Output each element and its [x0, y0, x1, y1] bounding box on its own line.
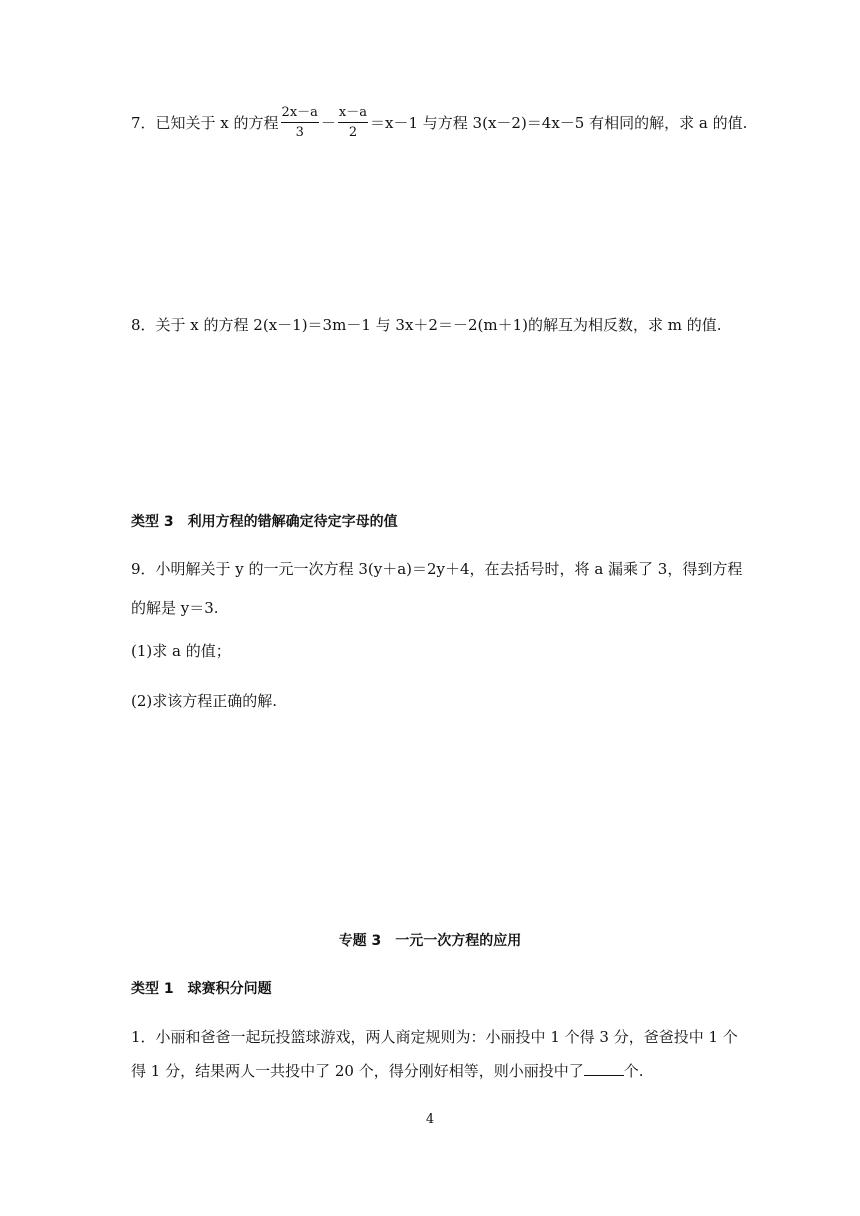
- q7-prefix: 7．已知关于 x 的方程: [131, 114, 279, 132]
- question-9-part2: (2)求该方程正确的解.: [131, 692, 278, 710]
- question-9-line2: 的解是 y＝3.: [131, 599, 219, 617]
- question-1-line2: [131, 1060, 644, 1081]
- fraction-2-denominator: 2: [348, 124, 358, 140]
- page-number: 4: [425, 1112, 435, 1127]
- type3-heading: 类型 3 利用方程的错解确定待定字母的值: [131, 514, 398, 530]
- fraction-2-numerator: x－a: [338, 104, 368, 123]
- type1-heading: 类型 1 球赛积分问题: [131, 981, 272, 997]
- minus-sign: －: [320, 114, 336, 132]
- question-8: 8．关于 x 的方程 2(x－1)＝3m－1 与 3x＋2＝－2(m＋1)的解互为相反数，求 m 的值.: [131, 316, 722, 334]
- topic3-title: 专题 3 一元一次方程的应用: [338, 933, 522, 949]
- question-7: [131, 103, 747, 144]
- fraction-2: [338, 104, 368, 143]
- fraction-1: [281, 104, 319, 143]
- question-1-line1: 1．小丽和爸爸一起玩投篮球游戏，两人商定规则为：小丽投中 1 个得 3 分，爸爸投中 1 个: [131, 1028, 738, 1046]
- fraction-1-numerator: 2x－a: [281, 104, 319, 123]
- q1-line2-after: 个.: [623, 1062, 644, 1080]
- q1-line2-before: 得 1 分，结果两人一共投中了 20 个，得分刚好相等，则小丽投中了: [131, 1062, 584, 1080]
- question-9-line1: 9．小明解关于 y 的一元一次方程 3(y＋a)＝2y＋4，在去括号时，将 a 漏乘了 3，得到方程: [131, 560, 743, 578]
- answer-blank[interactable]: [584, 1061, 624, 1076]
- fraction-1-denominator: 3: [295, 124, 304, 140]
- question-9-part1: (1)求 a 的值；: [131, 642, 231, 660]
- q7-suffix: ＝x－1 与方程 3(x－2)＝4x－5 有相同的解，求 a 的值.: [370, 114, 748, 132]
